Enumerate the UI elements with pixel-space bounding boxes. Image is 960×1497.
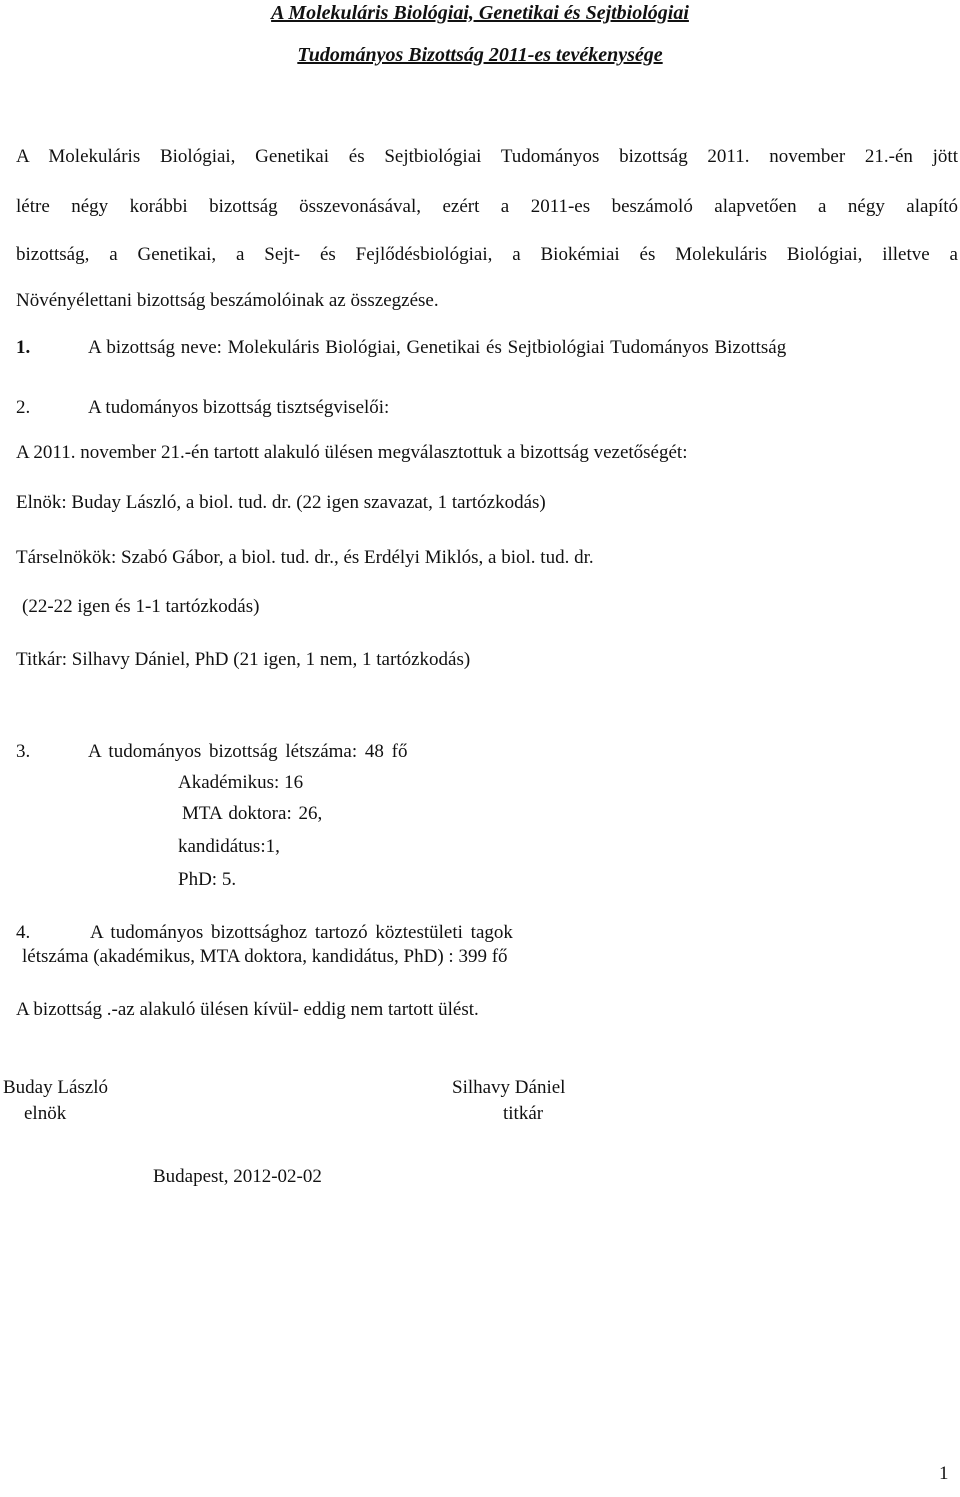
section2-number: 2.	[16, 397, 31, 418]
section3-item-academics: Akadémikus: 16	[178, 772, 304, 793]
signature-left-role: elnök	[24, 1103, 67, 1124]
page-number: 1	[939, 1463, 949, 1484]
section3-item-phd: PhD: 5.	[178, 869, 237, 890]
signature-right-name: Silhavy Dániel	[452, 1077, 566, 1098]
section2-elnok: Elnök: Buday László, a biol. tud. dr. (22 igen szavazat, 1 tartózkodás)	[16, 492, 546, 513]
section1-number: 1.	[16, 337, 31, 358]
intro-line-3: bizottság, a Genetikai, a Sejt- és Fejlődésbiológiai, a Biokémiai és Molekuláris Biológiai, illetve a	[16, 244, 958, 265]
section4-line1: A tudományos bizottsághoz tartozó köztestületi tagok	[90, 922, 513, 943]
signature-right-role: titkár	[503, 1103, 544, 1124]
section2-intro: A 2011. november 21.-én tartott alakuló ülésen megválasztottuk a bizottság vezetőségét:	[16, 442, 688, 463]
section2-tarselnokok: Társelnökök: Szabó Gábor, a biol. tud. dr., és Erdélyi Miklós, a biol. tud. dr.	[16, 547, 594, 568]
signature-left-name: Buday László	[3, 1077, 109, 1098]
section3-item-candidates: kandidátus:1,	[178, 836, 280, 857]
section4-number: 4.	[16, 922, 31, 943]
section3-number: 3.	[16, 741, 31, 762]
intro-line-2: létre négy korábbi bizottság összevonásával, ezért a 2011-es beszámoló alapvetően a négy alapító	[16, 196, 958, 217]
section3-item-mta-doctors: MTA doktora: 26,	[182, 803, 323, 824]
meeting-note: A bizottság .-az alakuló ülésen kívül- eddig nem tartott ülést.	[16, 999, 479, 1020]
document-title-line2: Tudományos Bizottság 2011-es tevékenysége	[297, 44, 663, 66]
section2-tarselnokok-votes: (22-22 igen és 1-1 tartózkodás)	[22, 596, 260, 617]
section2-heading: A tudományos bizottság tisztségviselői:	[88, 397, 390, 418]
document-title-line1: A Molekuláris Biológiai, Genetikai és Sejtbiológiai	[271, 2, 689, 24]
intro-line-4: Növényélettani bizottság beszámolóinak az összegzése.	[16, 290, 439, 311]
section1-text: A bizottság neve: Molekuláris Biológiai, Genetikai és Sejtbiológiai Tudományos Bizottság	[88, 337, 787, 358]
section2-titkar: Titkár: Silhavy Dániel, PhD (21 igen, 1 nem, 1 tartózkodás)	[16, 649, 471, 670]
section3-text: A tudományos bizottság létszáma: 48 fő	[88, 741, 408, 762]
intro-line-1: A Molekuláris Biológiai, Genetikai és Sejtbiológiai Tudományos bizottság 2011. november 21.-én jött	[16, 146, 958, 167]
section4-line2: létszáma (akadémikus, MTA doktora, kandidátus, PhD) : 399 fő	[22, 946, 508, 967]
place-date: Budapest, 2012-02-02	[153, 1166, 322, 1187]
